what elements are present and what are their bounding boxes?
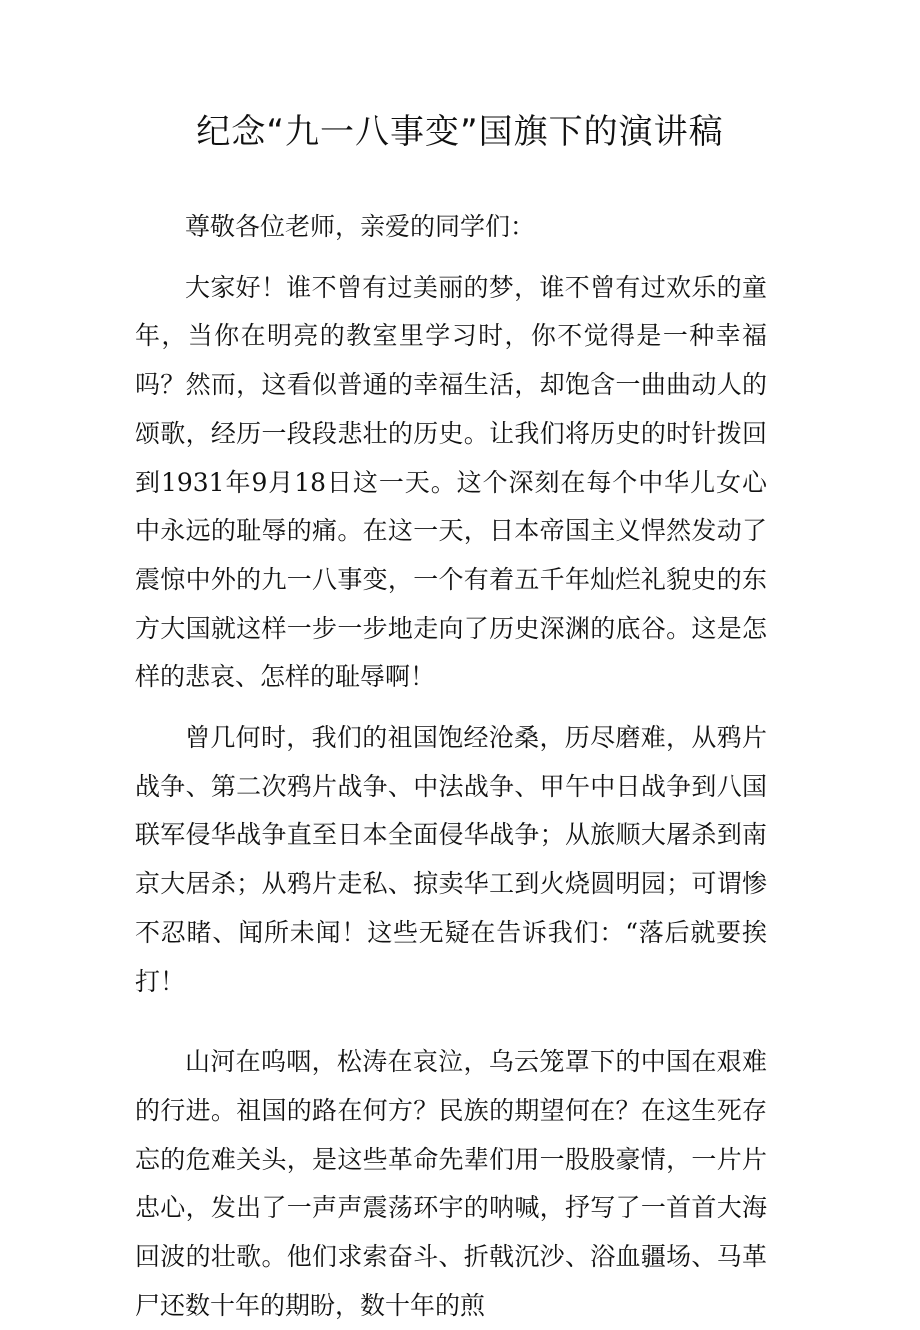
- paragraph-1: 大家好！谁不曾有过美丽的梦，谁不曾有过欢乐的童年，当你在明亮的教室里学习时，你不觉得是一种幸福吗？然而，这看似普通的幸福生活，却饱含一曲曲动人的颂歌，经历一段段悲壮的历史。让我们将历史的时针拨回到1931年9月18日这一天。这个深刻在每个中华儿女心中永远的耻辱的痛。在这一天，日本帝国主义悍然发动了震惊中外的九一八事变，一个有着五千年灿烂礼貌史的东方大国就这样一步一步地走向了历史深渊的底谷。这是怎样的悲哀、怎样的耻辱啊！: [135, 272, 767, 692]
- paragraph-3: 山河在呜咽，松涛在哀泣，乌云笼罩下的中国在艰难的行进。祖国的路在何方？民族的期望何在？在这生死存忘的危难关头，是这些革命先辈们用一股股豪情，一片片忠心，发出了一声声震荡环宇的呐喊，抒写了一首首大海回波的壮歌。他们求索奋斗、折戟沉沙、浴血疆场、马革尸还数十年的期盼，数十年的煎: [135, 1047, 767, 1320]
- paragraph-2: 曾几何时，我们的祖国饱经沧桑，历尽磨难，从鸦片战争、第二次鸦片战争、中法战争、甲午中日战争到八国联军侵华战争直至日本全面侵华战争；从旅顺大屠杀到南京大居杀；从鸦片走私、掠卖华工到火烧圆明园；可谓惨不忍睹、闻所未闻！这些无疑在告诉我们：“落后就要挨打！: [135, 723, 767, 996]
- document-title: 纪念“九一八事变”国旗下的演讲稿: [196, 112, 724, 152]
- salutation: 尊敬各位老师，亲爱的同学们：: [185, 212, 536, 241]
- document-body: [135, 203, 767, 1330]
